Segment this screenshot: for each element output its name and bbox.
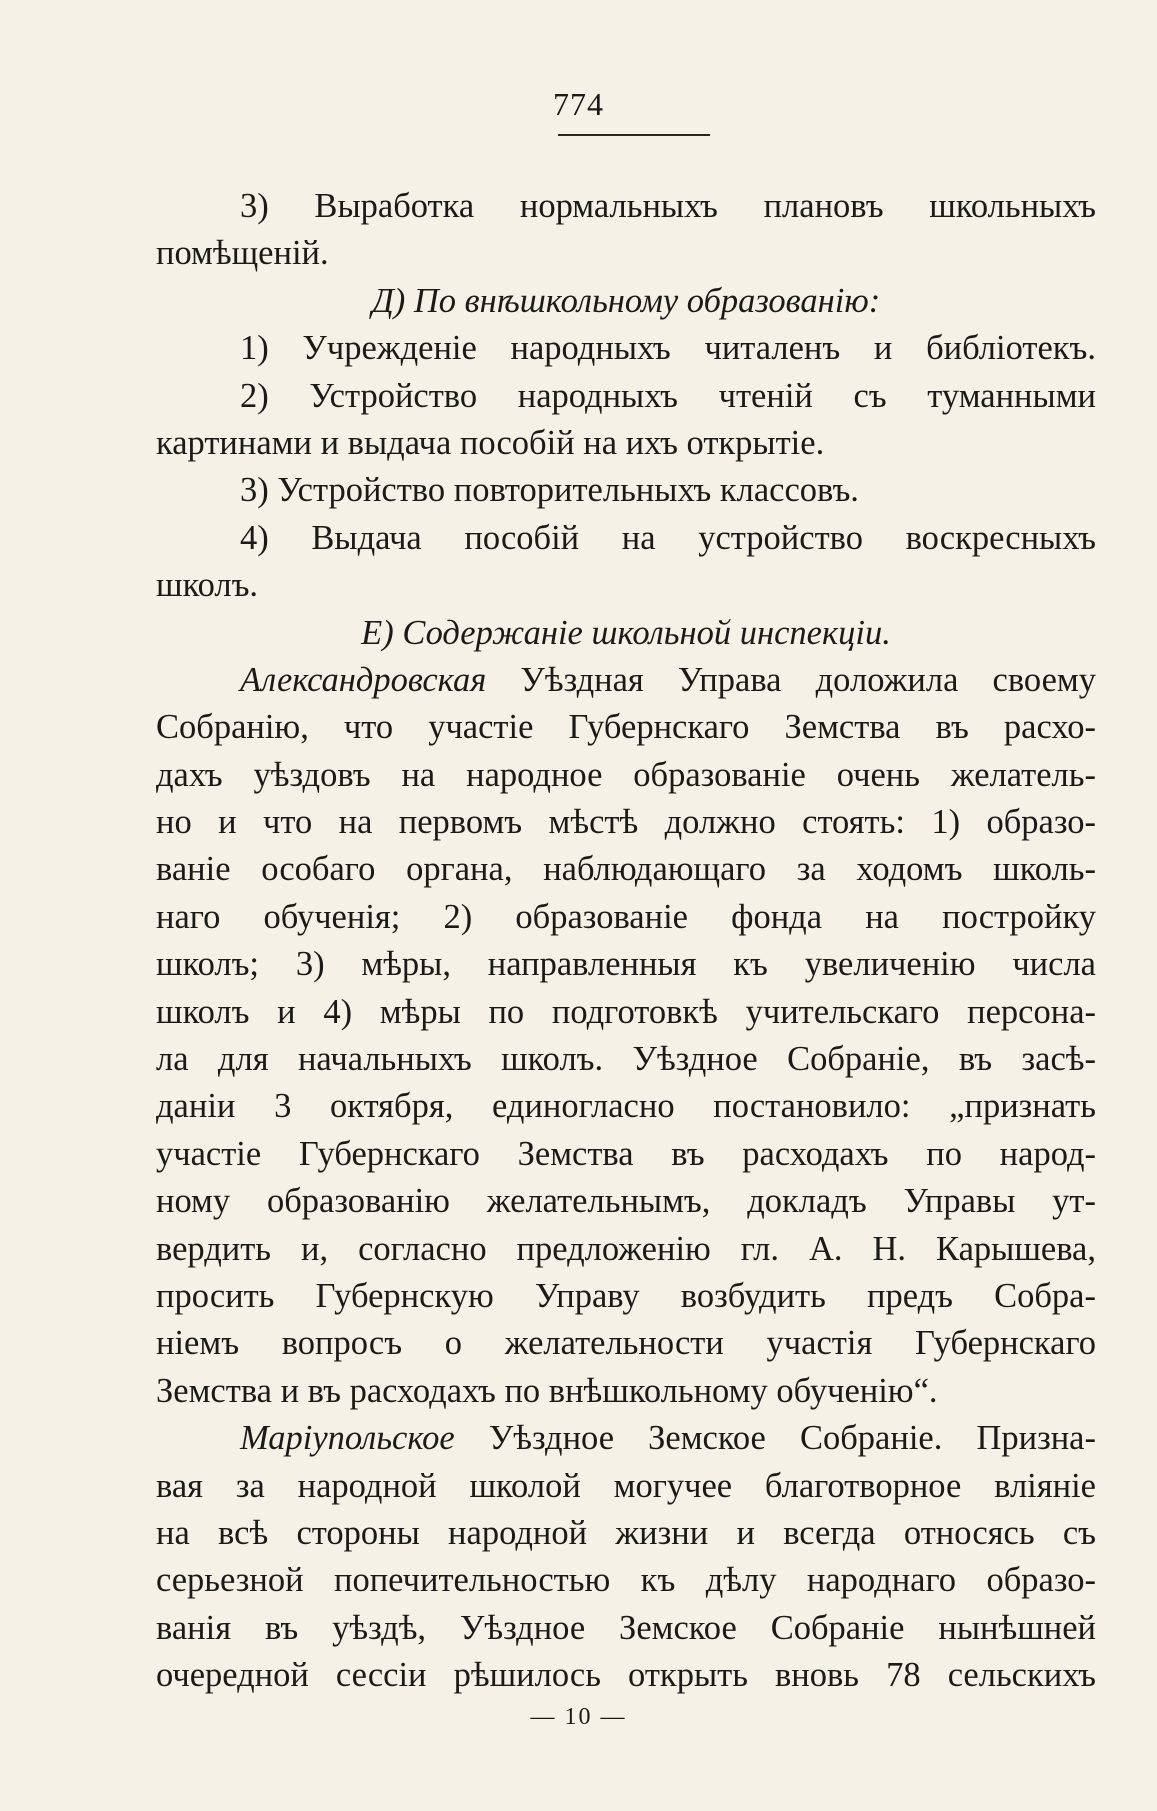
text-line: ваніе особаго органа, наблюдающаго за ходомъ школь-: [156, 850, 1096, 889]
text-line: ванія въ уѣздѣ, Уѣздное Земское Собраніе нынѣшней: [156, 1608, 1096, 1647]
paragraph-first-line: [156, 1415, 1096, 1462]
text-line: ніемъ вопросъ о желательности участія Губернскаго: [156, 1324, 1096, 1363]
text-run: Уѣздная Управа доложила своему: [486, 660, 1096, 699]
text-line: очередной сессіи рѣшилось открыть вновь 78 сельскихъ: [156, 1656, 1096, 1695]
text-line: участіе Губернскаго Земства въ расходахъ по народ-: [156, 1134, 1096, 1173]
text-line: ла для начальныхъ школъ. Уѣздное Собраніе, въ засѣ-: [156, 1040, 1096, 1079]
text-line: школъ.: [156, 566, 259, 605]
page-number-rule: [558, 134, 710, 136]
signature-mark: — 10 —: [530, 1704, 627, 1730]
text-line: помѣщеній.: [156, 234, 329, 273]
text-line: школъ и 4) мѣры по подготовкѣ учительскаго персона-: [156, 992, 1096, 1031]
text-line: Собранію, что участіе Губернскаго Земства въ расхо-: [156, 708, 1096, 747]
text-line: ному образованію желательнымъ, докладъ Управы ут-: [156, 1182, 1096, 1221]
text-line: дахъ уѣздовъ на народное образованіе очень желатель-: [156, 755, 1096, 794]
paragraph-first-line: [156, 657, 1096, 704]
text-line: даніи 3 октября, единогласно постановило: „признать: [156, 1087, 1096, 1126]
text-line: вая за народной школой могучее благотворное вліяніе: [156, 1466, 1096, 1505]
text-line: наго обученія; 2) образованіе фонда на постройку: [156, 897, 1096, 936]
page-number: 774: [553, 86, 604, 122]
text-line: Земства и въ расходахъ по внѣшкольному обученію“.: [156, 1371, 938, 1410]
document-body: [156, 183, 1096, 1700]
section-heading: Е) Содержаніе школьной инспекціи.: [361, 613, 891, 652]
text-line: картинами и выдача пособій на ихъ открытіе.: [156, 423, 825, 462]
text-run: Уѣздное Земское Собраніе. Призна-: [454, 1419, 1096, 1458]
text-line: 3) Выработка нормальныхъ плановъ школьныхъ: [240, 187, 1096, 225]
text-line: серьезной попечительностью къ дѣлу народнаго образо-: [156, 1561, 1096, 1600]
text-line: 1) Учрежденіе народныхъ читаленъ и библіотекъ.: [240, 329, 1096, 368]
text-line: вердить и, согласно предложенію гл. А. Н. Карышева,: [156, 1229, 1096, 1268]
section-heading: Д) По внѣшкольному образованію:: [371, 281, 881, 320]
text-line: но и что на первомъ мѣстѣ должно стоять: 1) образо-: [156, 803, 1096, 842]
text-line: просить Губернскую Управу возбудить предъ Собра-: [156, 1276, 1096, 1315]
text-line: 4) Выдача пособій на устройство воскресныхъ: [240, 518, 1096, 557]
district-name: Маріупольское: [240, 1419, 455, 1458]
text-line: 3) Устройство повторительныхъ классовъ.: [240, 471, 859, 510]
text-line: на всѣ стороны народной жизни и всегда относясь съ: [156, 1513, 1096, 1552]
text-line: 2) Устройство народныхъ чтеній съ туманными: [240, 376, 1096, 415]
district-name: Александровская: [240, 660, 487, 699]
text-line: школъ; 3) мѣры, направленныя къ увеличенію числа: [156, 945, 1096, 984]
